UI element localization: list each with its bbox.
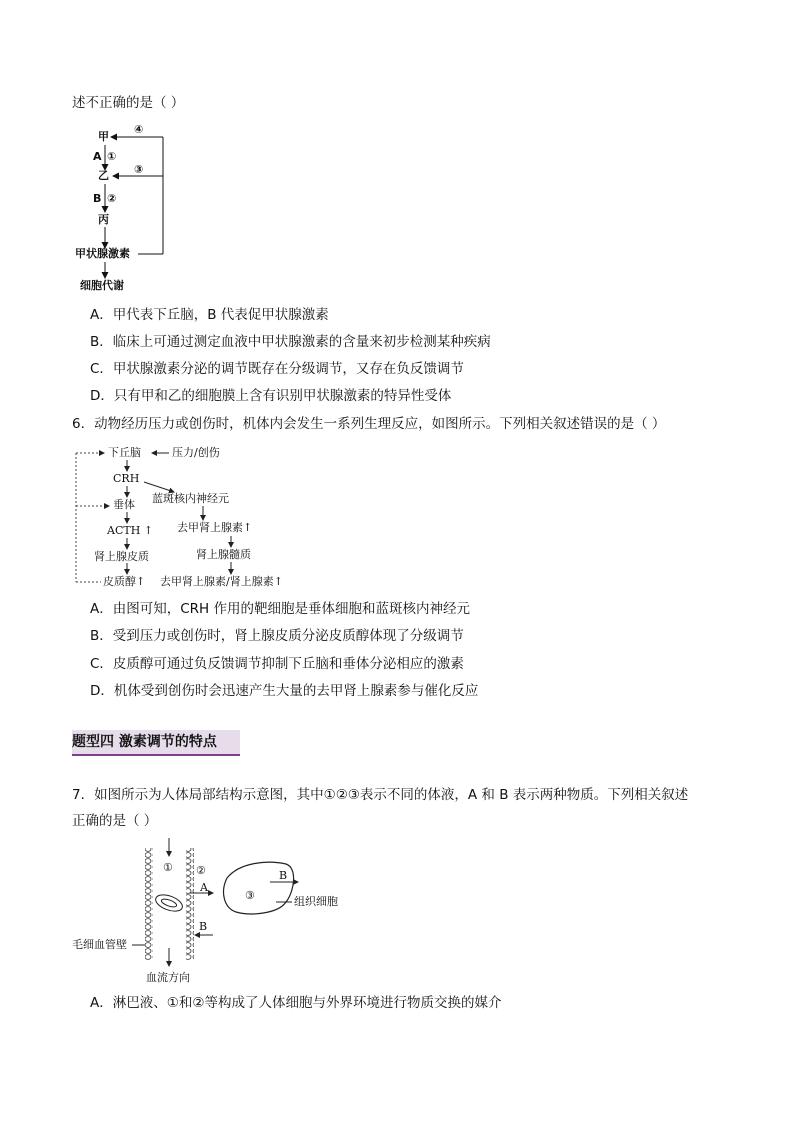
q6-node-pituitary: 垂体	[113, 498, 135, 511]
q5-label-3: ③	[134, 163, 144, 176]
q5-label-b: B	[93, 192, 102, 205]
q7-label-a: A	[200, 881, 208, 894]
q6-option-b: B．受到压力或创伤时，肾上腺皮质分泌皮质醇体现了分级调节	[90, 628, 464, 644]
q5-label-1: ①	[107, 150, 117, 163]
q5-stem-tail: 述不正确的是（ ）	[72, 95, 185, 111]
q7-stem-line2: 正确的是（ ）	[72, 813, 158, 829]
q5-label-2: ②	[107, 192, 117, 205]
q7-label-b-top: B	[279, 869, 288, 882]
q5-label-a: A	[93, 150, 102, 163]
q7-label-capillary-wall: 毛细血管壁	[72, 938, 127, 951]
q6-node-hypothalamus: 下丘脑	[108, 446, 141, 459]
q5-label-4: ④	[134, 123, 144, 136]
q6-node-stress: 压力/创伤	[172, 446, 220, 459]
q5-node-metabolism: 细胞代谢	[80, 279, 124, 292]
section-heading: 题型四 激素调节的特点	[72, 730, 240, 756]
q5-option-a: A．甲代表下丘脑，B 代表促甲状腺激素	[90, 307, 329, 323]
q6-node-cortisol: 皮质醇↑	[103, 575, 146, 588]
q5-node-hormone: 甲状腺激素	[75, 247, 130, 260]
q7-stem-line1: 7．如图所示为人体局部结构示意图，其中①②③表示不同的体液，A 和 B 表示两种物质。下列相关叙述	[72, 787, 689, 803]
q5-node-bing: 丙	[98, 213, 109, 226]
q6-option-a: A．由图可知，CRH 作用的靶细胞是垂体细胞和蓝斑核内神经元	[90, 601, 470, 617]
q6-stem: 6．动物经历压力或创伤时，机体内会发生一系列生理反应，如图所示。下列相关叙述错误的是（ ）	[72, 416, 666, 432]
q6-node-medulla: 肾上腺髓质	[196, 548, 251, 561]
q7-capillary-wall-right	[186, 848, 194, 960]
q6-node-norepi: 去甲肾上腺素↑	[177, 521, 253, 534]
q7-option-a: A．淋巴液、①和②等构成了人体细胞与外界环境进行物质交换的媒介	[90, 995, 502, 1011]
q5-option-d: D．只有甲和乙的细胞膜上含有识别甲状腺激素的特异性受体	[90, 388, 452, 404]
q7-label-flow: 血流方向	[146, 971, 190, 984]
q5-node-yi: 乙	[98, 169, 109, 182]
q6-node-norepi-epi: 去甲肾上腺素/肾上腺素↑	[160, 575, 283, 588]
q6-option-c: C．皮质醇可通过负反馈调节抑制下丘脑和垂体分泌相应的激素	[90, 656, 464, 672]
q7-label-3: ③	[245, 889, 255, 902]
q5-node-jia: 甲	[98, 130, 109, 143]
q6-node-crh: CRH	[113, 472, 140, 485]
q6-node-locus: 蓝斑核内神经元	[152, 492, 229, 505]
q5-option-c: C．甲状腺激素分泌的调节既存在分级调节，又存在负反馈调节	[90, 361, 464, 377]
q7-label-tissue-cell: 组织细胞	[294, 895, 338, 908]
q6-node-cortex: 肾上腺皮质	[94, 550, 149, 563]
q6-node-acth: ACTH ↑	[107, 524, 154, 537]
q7-label-2: ②	[196, 864, 206, 877]
q6-option-d: D．机体受到创伤时会迅速产生大量的去甲肾上腺素参与催化反应	[90, 683, 479, 699]
q7-label-b-bottom: B	[199, 920, 208, 933]
q5-option-b: B．临床上可通过测定血液中甲状腺激素的含量来初步检测某种疾病	[90, 334, 491, 350]
q7-capillary-wall-left	[145, 848, 153, 960]
q7-label-1: ①	[163, 861, 173, 874]
